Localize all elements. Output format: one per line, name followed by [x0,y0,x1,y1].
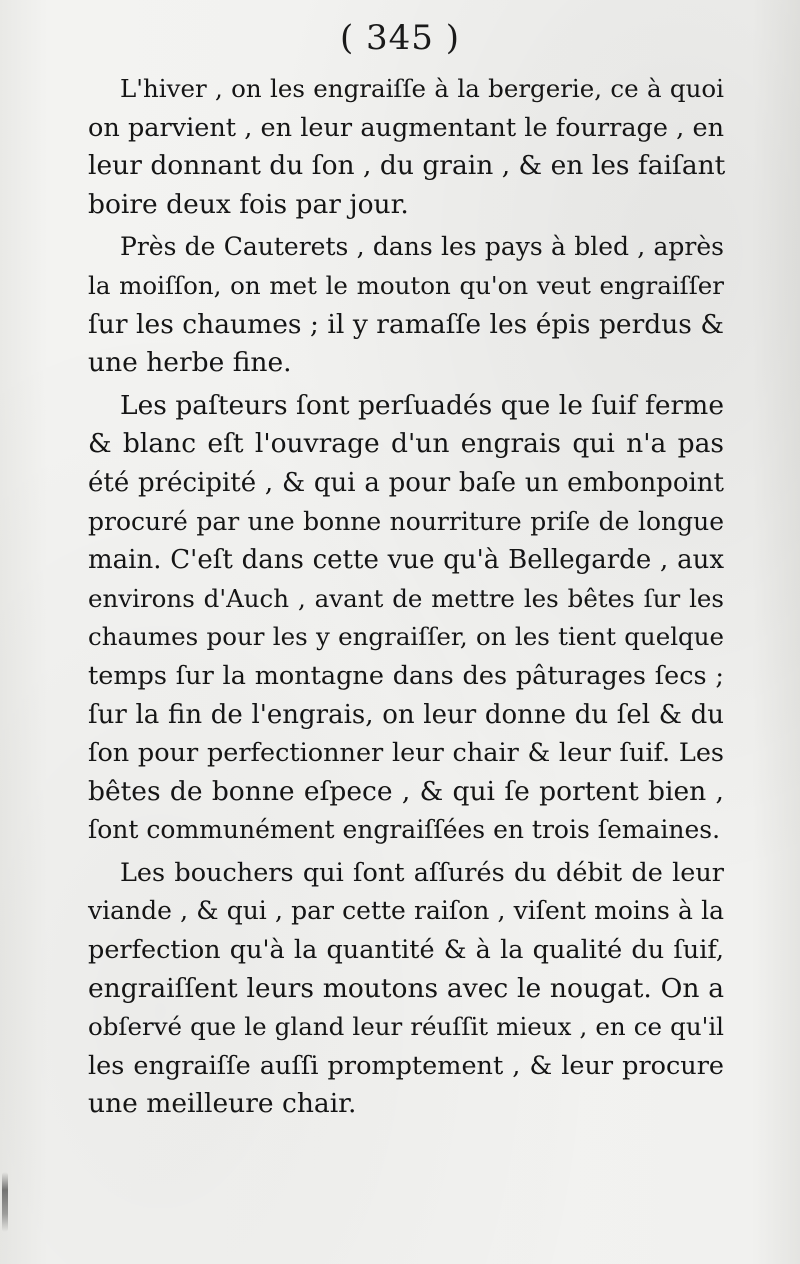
paragraph-4 [88,854,724,1124]
text-line: ſur la fin de l'engrais, on leur donne du ſel & du [88,699,724,730]
text-line: chaumes pour les y engraiſſer, on les tient quelque [88,622,724,652]
text-line: Les bouchers qui ſont aſſurés du débit de leur [120,857,724,888]
text-line: une herbe fine. [88,347,292,379]
text-line: L'hiver , on les engraiſſe à la bergerie, ce à quoi [120,74,724,103]
text-line: procuré par une bonne nourriture priſe de longue [88,506,724,536]
page-number: ( 345 ) [339,18,461,58]
paragraph-2 [88,228,724,382]
text-line: été précipité , & qui a pour baſe un embonpoint [88,467,724,498]
text-line: boire deux fois par jour. [88,188,409,220]
text-line: viande , & qui , par cette raiſon , viſent moins à la [88,896,724,926]
text-line: perfection qu'à la quantité & à la qualité du ſuif, [88,935,724,966]
text-line: & blanc eſt l'ouvrage d'un engrais qui n'a pas [88,428,724,460]
text-line: environs d'Auch , avant de mettre les bêtes ſur les [88,583,724,613]
text-line: on parvient , en leur augmentant le fourrage , en [88,112,724,143]
text-line: temps ſur la montagne dans des pâturages ſecs ; [88,660,724,691]
text-line: ſon pour perfectionner leur chair & leur ſuif. Les [88,738,724,769]
text-line: ſur les chaumes ; il y ramaſſe les épis perdus & [88,308,724,340]
margin-ink-mark [2,1172,8,1232]
paragraph-3 [88,387,724,850]
text-line: obſervé que le gland leur réuſſit mieux , en ce qu'il [88,1012,724,1042]
page-body [88,70,724,1124]
text-line: Les paſteurs ſont perſuadés que le ſuif ferme [120,389,724,421]
text-line: engraiſſent leurs moutons avec le nougat. On a [88,972,724,1004]
text-line: leur donnant du ſon , du grain , & en les faiſant [88,150,726,182]
text-line: les engraiſſe auſſi promptement , & leur procure [88,1050,724,1081]
text-line: main. C'eſt dans cette vue qu'à Bellegarde , aux [88,545,724,576]
text-line: une meilleure chair. [88,1088,357,1120]
text-line: bêtes de bonne eſpece , & qui ſe portent bien , [88,775,724,807]
text-line: ſont communément engraiſſées en trois ſemaines. [88,815,721,845]
text-line: la moiſſon, on met le mouton qu'on veut engraiſſer [88,270,724,300]
paragraph-1 [88,70,724,224]
text-line: Près de Cauterets , dans les pays à bled , après [120,232,724,262]
